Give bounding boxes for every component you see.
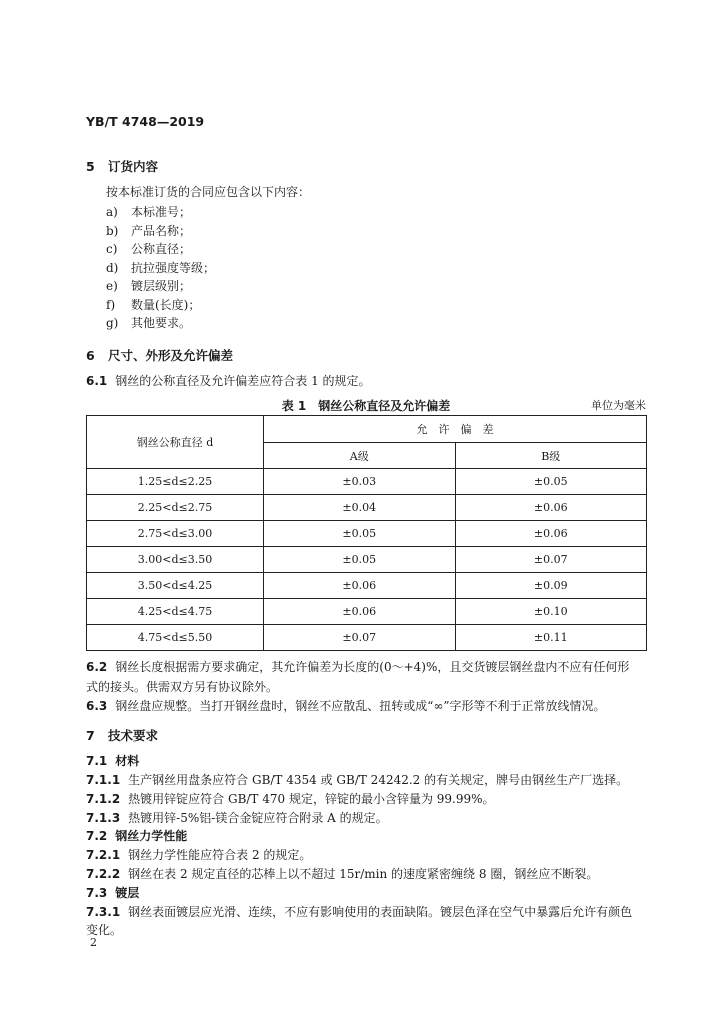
section-title: 技术要求 [108, 728, 159, 743]
cell-grade-a: ±0.06 [264, 599, 456, 625]
clause-text: 钢丝力学性能应符合表 2 的规定。 [128, 848, 312, 862]
cell-diameter: 4.75<d≤5.50 [87, 625, 264, 651]
cell-diameter: 2.75<d≤3.00 [87, 521, 264, 547]
clause-text: 热镀用锌锭应符合 GB/T 470 规定，锌锭的最小含锌量为 99.99%。 [128, 792, 495, 806]
clause-7-2-2 [86, 865, 598, 882]
section-title: 尺寸、外形及允许偏差 [108, 348, 234, 363]
cell-grade-a: ±0.05 [264, 547, 456, 573]
clause-7-3-1 [86, 903, 632, 920]
table-row [87, 495, 647, 521]
clause-7-1 [86, 752, 139, 769]
table-row [87, 599, 647, 625]
section-number: 6 [86, 348, 95, 363]
cell-grade-a: ±0.04 [264, 495, 456, 521]
column-group-tolerance: 允 许 偏 差 [264, 416, 647, 443]
diameter-tolerance-table [86, 415, 647, 651]
cell-grade-a: ±0.06 [264, 573, 456, 599]
cell-diameter: 2.25<d≤2.75 [87, 495, 264, 521]
table-row [87, 547, 647, 573]
list-item [106, 277, 191, 294]
clause-text: 钢丝表面镀层应光滑、连续，不应有影响使用的表面缺陷。镀层色泽在空气中暴露后允许有颜色 [128, 905, 633, 919]
list-item [106, 296, 200, 313]
standard-header: YB/T 4748—2019 [86, 114, 205, 129]
list-text: 公称直径； [131, 242, 192, 256]
clause-number: 7.2.1 [86, 848, 121, 862]
cell-diameter: 3.50<d≤4.25 [87, 573, 264, 599]
list-marker: g) [106, 316, 119, 330]
list-text: 抗拉强度等级； [131, 261, 216, 275]
cell-grade-b: ±0.07 [455, 547, 647, 573]
section-number: 5 [86, 159, 95, 174]
cell-grade-b: ±0.11 [455, 625, 647, 651]
cell-grade-a: ±0.03 [264, 469, 456, 495]
clause-number: 7.2.2 [86, 867, 121, 881]
list-text: 本标准号； [131, 205, 192, 219]
page-number: 2 [90, 936, 97, 949]
list-marker: e) [106, 279, 118, 293]
clause-6-1 [86, 372, 371, 389]
clause-text: 热镀用锌-5%铝-镁合金锭应符合附录 A 的规定。 [128, 811, 388, 825]
list-item [106, 203, 191, 220]
section-title: 订货内容 [108, 159, 159, 174]
clause-number: 7.3 [86, 886, 108, 900]
list-marker: c) [106, 242, 118, 256]
list-item [106, 314, 191, 331]
table-row [87, 573, 647, 599]
clause-7-2-1 [86, 846, 311, 863]
clause-number: 6.3 [86, 699, 108, 713]
list-item [106, 240, 191, 257]
cell-diameter: 4.25<d≤4.75 [87, 599, 264, 625]
clause-text: 钢丝长度根据需方要求确定，其允许偏差为长度的(0～+4)%，且交货镀层钢丝盘内不应有任何形 [115, 660, 630, 674]
column-header-grade-b: B级 [455, 443, 647, 469]
table-caption [86, 397, 646, 413]
section-number: 7 [86, 728, 95, 743]
cell-grade-b: ±0.06 [455, 521, 647, 547]
clause-7-1-2 [86, 790, 495, 807]
cell-grade-a: ±0.05 [264, 521, 456, 547]
clause-7-2 [86, 827, 187, 844]
clause-7-1-3 [86, 809, 388, 826]
clause-text: 钢丝盘应规整。当打开钢丝盘时，钢丝不应散乱、扭转或成“∞”字形等不利于正常放线情况。 [115, 699, 606, 713]
table-row [87, 521, 647, 547]
table-unit: 单位为毫米 [591, 399, 646, 412]
list-item [106, 259, 215, 276]
clause-7-3 [86, 884, 139, 901]
cell-grade-b: ±0.10 [455, 599, 647, 625]
list-marker: a) [106, 205, 118, 219]
list-marker: f) [106, 298, 116, 312]
list-text: 镀层级别； [131, 279, 192, 293]
clause-7-3-1-continuation: 变化。 [86, 923, 123, 937]
table-row [87, 469, 647, 495]
list-text: 其他要求。 [131, 316, 192, 330]
clause-number: 7.1.1 [86, 773, 121, 787]
list-marker: b) [106, 224, 119, 238]
clause-7-1-1 [86, 771, 628, 788]
section-5-heading [86, 157, 158, 175]
table-row [87, 625, 647, 651]
column-header-diameter: 钢丝公称直径 d [87, 416, 264, 469]
clause-6-2-continuation: 式的接头。供需双方另有协议除外。 [86, 680, 279, 694]
clause-title: 镀层 [115, 886, 140, 900]
section-7-heading [86, 726, 158, 744]
section-6-heading [86, 346, 233, 364]
clause-number: 7.1.2 [86, 792, 121, 806]
section-5-intro: 按本标准订货的合同应包含以下内容： [106, 185, 311, 199]
list-text: 产品名称； [131, 224, 192, 238]
list-item [106, 222, 191, 239]
clause-title: 钢丝力学性能 [115, 829, 188, 843]
clause-number: 7.3.1 [86, 905, 121, 919]
list-marker: d) [106, 261, 119, 275]
clause-text: 生产钢丝用盘条应符合 GB/T 4354 或 GB/T 24242.2 的有关规定，牌号由钢丝生产厂选择。 [128, 773, 629, 787]
column-header-grade-a: A级 [264, 443, 456, 469]
clause-title: 材料 [115, 754, 140, 768]
cell-diameter: 3.00<d≤3.50 [87, 547, 264, 573]
clause-6-3 [86, 697, 606, 714]
clause-6-2 [86, 658, 629, 675]
clause-text: 钢丝的公称直径及允许偏差应符合表 1 的规定。 [115, 374, 371, 388]
cell-grade-b: ±0.06 [455, 495, 647, 521]
cell-diameter: 1.25≤d≤2.25 [87, 469, 264, 495]
table-title: 表 1 钢丝公称直径及允许偏差 [281, 399, 451, 413]
clause-text: 钢丝在表 2 规定直径的芯棒上以不超过 15r/min 的速度紧密缠绕 8 圈，钢丝应不断裂。 [128, 867, 599, 881]
clause-number: 6.2 [86, 660, 108, 674]
cell-grade-b: ±0.09 [455, 573, 647, 599]
cell-grade-b: ±0.05 [455, 469, 647, 495]
list-text: 数量(长度)； [131, 298, 201, 312]
clause-number: 7.1.3 [86, 811, 121, 825]
clause-number: 7.1 [86, 754, 108, 768]
cell-grade-a: ±0.07 [264, 625, 456, 651]
clause-number: 6.1 [86, 374, 108, 388]
clause-number: 7.2 [86, 829, 108, 843]
